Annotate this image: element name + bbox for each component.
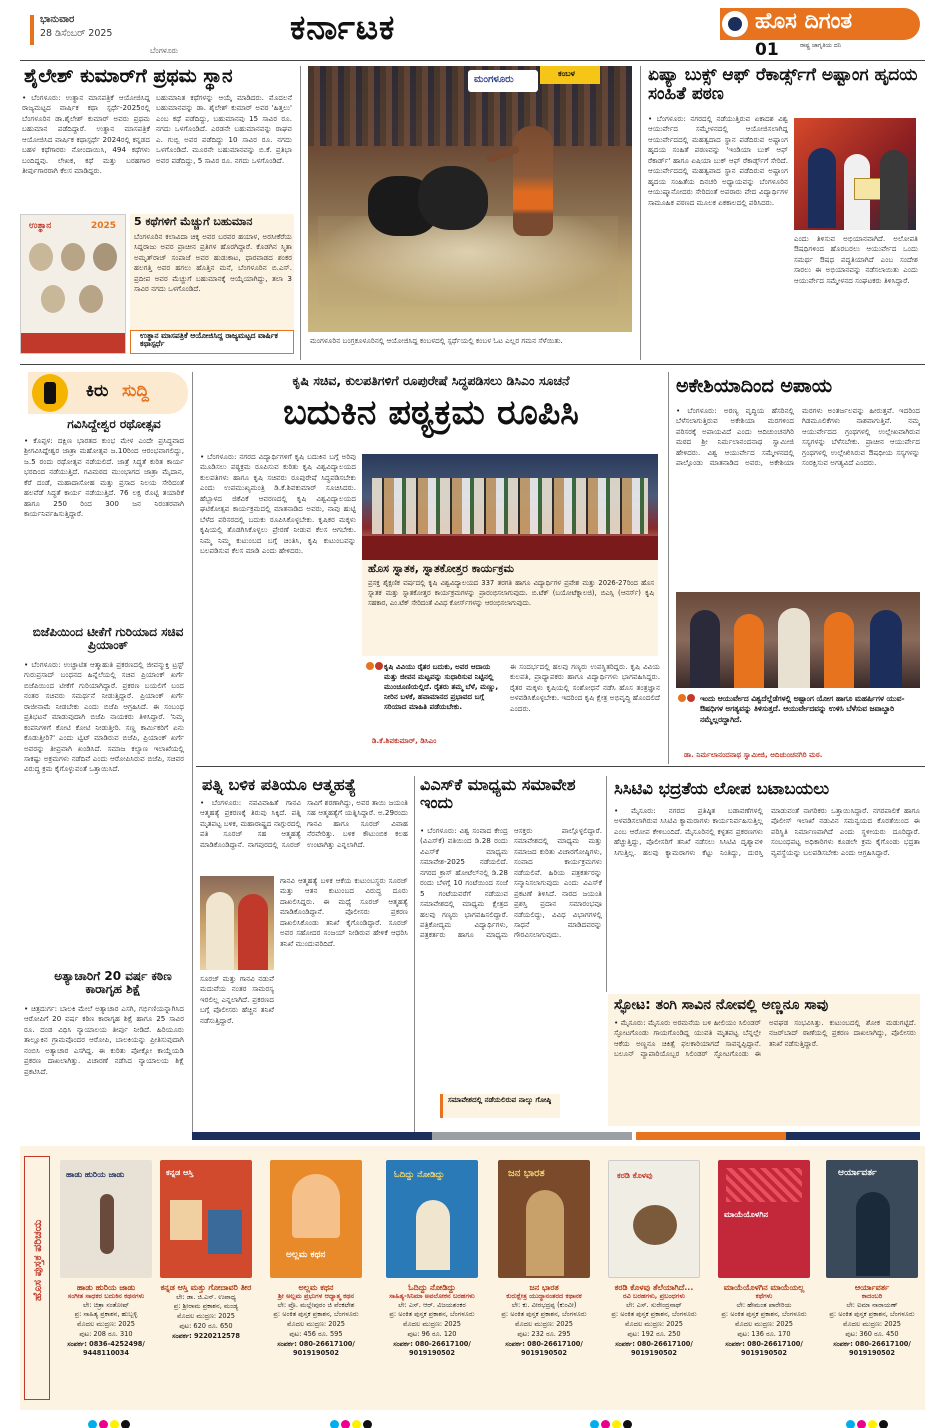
- rule-5: [414, 776, 415, 1132]
- book-title: ಆರ್ಯಾವರ್ತ: [854, 1283, 890, 1292]
- book-cover-image: [160, 1160, 252, 1278]
- book-cover-text: ಆರ್ಯಾವರ್ತ: [838, 1168, 877, 1178]
- magazine-footer-band: [21, 333, 125, 353]
- book-publisher: ಪ್ರ: ಅಂಕಿತ ಪುಸ್ತಕ ಪ್ರಕಾಶನ, ಬೆಂಗಳೂರು: [273, 1310, 359, 1319]
- book-year: ಮೊದಲ ಮುದ್ರಣ: 2025: [76, 1320, 136, 1329]
- lead-photo: [362, 454, 658, 560]
- lead-photo-text: ಪ್ರಸಕ್ತ ಶೈಕ್ಷಣಿಕ ವರ್ಷದಲ್ಲಿ ಕೃಷಿ ವಿಶ್ವವಿದ್ಯಾಲಯದ 337 ತರಗತಿ ಹಾಗೂ ವಿದ್ಯಾರ್ಥಿಗಳ ಪ್ರವೇಶ ಮತ್ತು 2026-27ರಿಂದ ಹೊಸ ಸ್ನಾತಕ ಮತ್ತು ಸ್ನಾತಕೋತ್ತರ ಕಾರ್ಯಕ್ರಮಗಳನ್ನು ಪ್ರಾರಂಭಿಸಲಾಗುವುದು. ಬಿ.ಟೆಕ್ (ಬಯೋಟೆಕ್ನಾಲಜಿ), ಬಿಎಸ್ಸಿ (ಆನರ್ಸ್) ಕೃಷಿ ಸಹಕಾರ, ಎಂ.ಟೆಕ್ ಸೇರಿದಂತೆ ವಿವಿಧ ಕೋರ್ಸ್‌ಗಳನ್ನು ಆರಂಭಿಸಲಾಗುವುದು.: [368, 579, 654, 607]
- story3-quote-author: ಡಾ. ನಿರ್ಮಲಾನಂದನಾಥ ಸ್ವಾಮೀಜಿ, ಆದಿಚುಂಚನಗಿರಿ ಮಠ.: [684, 750, 823, 759]
- page-number: 01: [755, 40, 779, 60]
- day-label: ಭಾನುವಾರ: [40, 14, 75, 25]
- books-label: ಹೊಸ ಪುಸ್ತಕ ಪರಿಚಯ: [31, 1219, 44, 1301]
- logo-text: ಹೊಸ ದಿಗಂತ: [755, 9, 853, 34]
- kambala-photo: [308, 66, 632, 332]
- magazine-photo-2: [61, 243, 85, 271]
- book-publisher: ಪ್ರ: ಅಂಕಿತ ಪುಸ್ತಕ ಪ್ರಕಾಶನ, ಬೆಂಗಳೂರು: [501, 1310, 587, 1319]
- book-card: [498, 1160, 590, 1359]
- book-cover-text: ಓದಿದ್ದು ನೋಡಿದ್ದು: [394, 1170, 445, 1180]
- story6-headline: ಸಿಸಿಟಿವಿ ಭದ್ರತೆಯ ಲೋಪ ಬಟಾಬಯಲು: [614, 779, 830, 798]
- story2-person-3: [880, 150, 908, 230]
- book-year: ಮೊದಲ ಮುದ್ರಣ: 2025: [514, 1320, 574, 1329]
- quote-icon: [366, 662, 384, 676]
- story3-quote-text: ಇಂದು ಆಯುರ್ವೇದ ವಿಶ್ವದೆಲ್ಲೆಡೆಗಳಲ್ಲಿ ಅಷ್ಟಾಂಗ ಯೋಗ ಹಾಗೂ ಮಹರ್ಷಿಗಳ ಯುವ-ಔಷಧಿಗಳ ಅಗತ್ಯವನ್ನು ತಿಳಿಸುತ್ತದೆ. ಆಯುರ್ವೇದವನ್ನು ಉಳಿಸಿ ಬೆಳೆಸುವ ಜವಾಬ್ದಾರಿ ನಮ್ಮೆಲ್ಲರದ್ದಾಗಿದೆ.: [700, 694, 905, 724]
- book-phone: ಸಂಪರ್ಕ: 0836-4252498/ 9448110034: [67, 1340, 145, 1358]
- rule-row-2: [196, 766, 925, 767]
- book-card: [386, 1160, 478, 1359]
- magazine-photo-5: [79, 285, 103, 313]
- lead-quote-author: ಡಿ.ಕೆ.ಶಿವಕುಮಾರ್, ಡಿಸಿಎಂ: [372, 736, 437, 745]
- book-publisher: ಪ್ರ: ಸಾಹಿತ್ಯ ಪ್ರಕಾಶನ, ಹುಬ್ಬಳ್ಳಿ: [74, 1310, 138, 1319]
- kirusuddi-hand-inner-icon: [44, 382, 56, 404]
- book-title: ಅಲ್ಲಮ ಕಥನ: [298, 1283, 334, 1292]
- book-author: ಲೇ: ಐಮಾ ನಾರಾಯಣ್: [846, 1300, 898, 1309]
- story5-note: ಸಮಾವೇಶದಲ್ಲಿ ನಡೆಯಲಿರುವ ನಾಲ್ಕು ಗೋಷ್ಠಿ: [448, 1095, 552, 1104]
- rule-row-1: [20, 364, 925, 365]
- dot-yellow-icon: [352, 1420, 361, 1428]
- dot-yellow-icon: [110, 1420, 119, 1428]
- book-price: ಪುಟ: 360 ರೂ. 450: [845, 1330, 899, 1339]
- story2-photo: [794, 118, 916, 230]
- story3-person-1: [690, 610, 720, 688]
- story4-text2: ಗಾನವಿ ಆತ್ಮಹತ್ಯೆ ಬಳಿಕ ಆಕೆಯ ಕುಟುಂಬಸ್ಥರು ಸೂರಜ್ ಮತ್ತು ಆತನ ಕುಟುಂಬದ ವಿರುದ್ಧ ದೂರು ದಾಖಲಿಸಿದ್ದರು. ಈ ಮಧ್ಯೆ ಸೂರಜ್ ಆತ್ಮಹತ್ಯೆ ಮಾಡಿಕೊಂಡಿದ್ದಾನೆ. ಪೊಲೀಸರು ಪ್ರಕರಣ ದಾಖಲಿಸಿಕೊಂಡು ತನಿಖೆ ಕೈಗೊಂಡಿದ್ದಾರೆ. ಸೂರಜ್ ಅವರ ಸಹೋದರ ಸಂಜಯ್ ನೀಡಿರುವ ಹೇಳಿಕೆ ಆಧರಿಸಿ ತನಿಖೆ ಮುಂದುವರಿದಿದೆ.: [280, 876, 408, 948]
- lead-photo-title: ಹೊಸ ಸ್ನಾತಕ, ಸ್ನಾತಕೋತ್ತರ ಕಾರ್ಯಕ್ರಮ: [368, 562, 514, 575]
- book-subtitle: ಕಾದಂಬರಿ: [861, 1291, 883, 1300]
- dot-cyan-icon: [590, 1420, 599, 1428]
- logo-emblem-inner-icon: [728, 17, 742, 31]
- book-title: ಜನ ಭಾರತ: [529, 1283, 559, 1292]
- dot-cyan-icon: [330, 1420, 339, 1428]
- book-cover-photo-1: [170, 1200, 202, 1240]
- book-card: [270, 1160, 362, 1359]
- book-cover-figure: [856, 1192, 890, 1276]
- kirusuddi-n1-text: • ಕೊಪ್ಪಳ: ದಕ್ಷಿಣ ಭಾರತದ ಕುಂಭ ಮೇಳ ಎಂದೇ ಪ್ರಸಿದ್ಧವಾದ ಶ್ರೀಗವಿಸಿದ್ದೇಶ್ವರ ಜಾತ್ರಾ ಮಹೋತ್ಸವ ಜ.10ರಿಂದ ಆರಂಭವಾಗಲಿದ್ದು, ಜ.5 ರಂದು ರಥೋತ್ಸವ ನಡೆಯಲಿದೆ. ಜಾತ್ರೆ ಸಿದ್ಧತೆ ಕುರಿತ ಕಾರ್ಯ ಭರದಿಂದ ನಡೆಯುತ್ತಿದೆ. ಗವಿಮಠದ ಮುಂಭಾಗದ ಜಾತ್ರಾ ಮೈದಾನ, ಕೆರೆ ದಂಡೆ, ಮಹಾದಾಸೋಹ ಮತ್ತು ಪ್ರಸಾದ ನಿಲಯ ಸೇರಿದಂತೆ ಹಲವೆಡೆ ಸಿದ್ಧತೆ ಕಾರ್ಯ ನಡೆಯುತ್ತಿದೆ. 76 ಲಕ್ಷ ರೊಟ್ಟಿ ತಯಾರಿಕೆ ಹಾಗೂ 250 ರಿಂದ 300 ಜನ ನಿರಂತರವಾಗಿ ಕಾರ್ಯನಿರ್ವಹಿಸುತ್ತಿದ್ದಾರೆ.: [24, 436, 184, 519]
- book-price: ಪುಟ: 232 ರೂ. 295: [517, 1330, 571, 1339]
- book-cover-image: [826, 1160, 918, 1278]
- story2-text2: ಎಂದು ತಿಳಿಸುವ ಅಭಿಯಾನವಾಗಿದೆ. ಅಲೋಪತಿ ಔಷಧಿಗಳಿಂದ ಹೊರಬರಲು ಆಯುರ್ವೇದ ಒಂದು ಸಮರ್ಥ ಔಷಧ ಪದ್ಧತಿಯಾಗಿದೆ ಎಂಬ ಸಂದೇಶ ಸಾರಲು ಈ ಅಭಿಯಾನವನ್ನು ನಡೆಸಲಾಯಿತು ಎಂದು ಆಯುರ್ವೇದ ಸಮ್ಮೇಳನದ ಸಂಘಟಕರು ತಿಳಿಸಿದ್ದಾರೆ.: [794, 234, 918, 285]
- dot-cyan-icon: [88, 1420, 97, 1428]
- book-title: ಕನ್ನಡ ಆಸ್ತಿ ಮತ್ತು ಗೋದಾವರಿ ತೀರ: [160, 1283, 252, 1292]
- divider-bar-navy-2: [786, 1132, 920, 1140]
- book-phone: ಸಂಪರ್ಕ: 080-26617100/ 9019190502: [615, 1340, 693, 1358]
- story3-person-2: [734, 614, 764, 688]
- lead-kicker: ಕೃಷಿ ಸಚಿವ, ಕುಲಪತಿಗಳಿಗೆ ರೂಪುರೇಷೆ ಸಿದ್ಧಪಡಿಸಲು ಡಿಸಿಎಂ ಸೂಚನೆ: [292, 373, 570, 388]
- dot-black-icon: [623, 1420, 632, 1428]
- book-subtitle: ಶ್ರೀ ಅಲ್ಲಮ ಪ್ರಭುಗಳ ಆಧ್ಯಾತ್ಮ ಕಥನ: [277, 1291, 355, 1300]
- book-year: ಮೊದಲ ಮುದ್ರಣ: 2025: [402, 1320, 462, 1329]
- book-price: ಪುಟ: 456 ರೂ. 595: [289, 1330, 343, 1339]
- book-cover-photo-2: [208, 1210, 242, 1254]
- story1-col1: • ಬೆಂಗಳೂರು: ಉತ್ಥಾನ ಮಾಸಪತ್ರಿಕೆ ಆಯೋಜಿಸಿದ್ದ ರಾಜ್ಯಮಟ್ಟದ ವಾರ್ಷಿಕ ಕಥಾ ಸ್ಪರ್ಧೆ-2025ರಲ್ಲಿ ಬೆಂಗಳೂರಿನ ಡಾ.ಶೈಲೇಶ್ ಕುಮಾರ್ ಅವರು ಪ್ರಥಮ ಬಹುಮಾನ ಪಡೆದಿದ್ದಾರೆ. ಉತ್ಥಾನ ಮಾಸಪತ್ರಿಕೆ ಆಯೋಜಿಸಿದ ವಾರ್ಷಿಕ ಕಥಾಸ್ಪರ್ಧೆ 2024ರಲ್ಲಿ ಕನ್ನಡದ ಬಹಳ ಕಥೆಗಾರರು ನೋಂದಾಯಿಸಿ, 494 ಕಥೆಗಳು ಬಂದಿದ್ದವು. ಲೇಖಕ, ಕಥೆ ಮತ್ತು ಬರಹಗಾರ ತೀರ್ಪುಗಾರರಾಗಿ ಕೆಲಸ ಮಾಡಿದ್ದರು.: [22, 93, 150, 176]
- story3-person-3: [778, 608, 810, 688]
- book-title: ಮಾಯೆಯೊಳಗಿನ ಮಾಯೆಯಲ್ಲ: [723, 1283, 805, 1292]
- rule-6: [606, 776, 607, 992]
- dot-black-icon: [879, 1420, 888, 1428]
- book-title: ಓದಿದ್ದು ನೋಡಿದ್ದು: [408, 1283, 456, 1292]
- lead-text-right: ಈ ಸಂದರ್ಭದಲ್ಲಿ ಹಲವು ಗಣ್ಯರು ಉಪಸ್ಥಿತರಿದ್ದರು. ಕೃಷಿ ವಿವಿಯ ಕುಲಪತಿ, ಪ್ರಾಧ್ಯಾಪಕರು ಹಾಗೂ ವಿದ್ಯಾರ್ಥಿಗಳು ಭಾಗವಹಿಸಿದ್ದರು. ರೈತರ ಮಕ್ಕಳು ಕೃಷಿಯಲ್ಲಿ ಸಂಶೋಧನೆ ನಡೆಸಿ ಹೊಸ ತಂತ್ರಜ್ಞಾನ ಅಳವಡಿಸಿಕೊಳ್ಳಬೇಕು. ಇದರಿಂದ ಕೃಷಿ ಕ್ಷೇತ್ರ ಅಭಿವೃದ್ಧಿ ಹೊಂದಲಿದೆ ಎಂದರು.: [510, 662, 660, 713]
- book-author: ಲೇ: ಎಸ್. ಸುರೇಂದ್ರನಾಥ್: [626, 1300, 682, 1309]
- story5-headline: ವಿಎಸ್‌ಕೆ ಮಾಧ್ಯಮ ಸಮಾವೇಶ ಇಂದು: [420, 775, 576, 812]
- magazine-cover-image: [20, 214, 126, 354]
- book-phone: ಸಂಪರ್ಕ: 080-26617100/ 9019190502: [393, 1340, 471, 1358]
- dot-magenta-icon: [341, 1420, 350, 1428]
- book-title: ಕರಡಿ ಕೊಳವು ತೆಲೆಯಾಗಿದೆ...: [614, 1283, 694, 1292]
- book-year: ಮೊದಲ ಮುದ್ರಣ: 2025: [734, 1320, 794, 1329]
- section-title: ಕರ್ನಾಟಕ: [290, 8, 396, 48]
- kambala-water-splash: [318, 216, 618, 306]
- book-cover-text: ಅಲ್ಲಮ ಕಥನ: [286, 1250, 326, 1260]
- registration-dots-left: [88, 1414, 132, 1428]
- story7-text: • ಮೈಸೂರು: ಮೈಸೂರು ಅರಮನೆಯ ಬಳಿ ಹೀಲಿಯಂ ಸಿಲಿಂಡರ್ ಸ್ಫೋಟಗೊಂಡು ಗಾಯಗೊಂಡಿದ್ದ ಯುವತಿ ಮೃತಪಟ್ಟ ಬೆನ್ನಲ್ಲೇ ಆಕೆಯ ಅಣ್ಣನೂ ಚಿಕಿತ್ಸೆ ಫಲಕಾರಿಯಾಗದೆ ಸಾವನ್ನಪ್ಪಿದ್ದಾನೆ. ಬಲೂನ್ ವ್ಯಾಪಾರಿಯೊಬ್ಬರ ಸಿಲಿಂಡರ್ ಸ್ಫೋಟಗೊಂಡು ಈ ಅವಘಡ ಸಂಭವಿಸಿತ್ತು. ಕುಟುಂಬದಲ್ಲಿ ಶೋಕ ಮಡುಗಟ್ಟಿದೆ. ನಜರ್‌ಬಾದ್ ಠಾಣೆಯಲ್ಲಿ ಪ್ರಕರಣ ದಾಖಲಾಗಿದ್ದು, ಪೊಲೀಸರು ತನಿಖೆ ನಡೆಸುತ್ತಿದ್ದಾರೆ.: [614, 1018, 916, 1059]
- magazine-year: 2025: [91, 221, 117, 231]
- book-phone: ಸಂಪರ್ಕ: 080-26617100/ 9019190502: [505, 1340, 583, 1358]
- rule-1: [300, 66, 301, 360]
- book-author: ಲೇ: ಚಿತ್ರಾ ಸಂತೋಷ್: [82, 1300, 130, 1309]
- kirusuddi-n2-text: • ಬೆಂಗಳೂರು: ಉಚ್ಚಾಟಿತ ಆತ್ಮಾಹುತಿ ಪ್ರಕರಣದಲ್ಲಿ ಜೀವನ್ಮುಕ್ತಿ ಟ್ರಸ್ಟ್ ಗುರುಪ್ರಸಾದ್ ಬಂಧನದ ಹಿನ್ನೆಲೆಯಲ್ಲಿ ಸಚಿವ ಪ್ರಿಯಾಂಕ್ ಖರ್ಗೆ ಬಿಜೆಪಿಯಿಂದ ಟೀಕೆಗೆ ಗುರಿಯಾಗಿದ್ದಾರೆ. ಪ್ರಕರಣ ಬಯಲಿಗೆ ಬಂದ ನಂತರ ಸಚಿವರು ಸಮರ್ಥನೆ ನೀಡುತ್ತಿದ್ದಾರೆ. ಪ್ರಿಯಾಂಕ್ ಖರ್ಗೆ ರಾಜೀನಾಮೆ ನೀಡಬೇಕು ಎಂದು ಬಿಜೆಪಿ ಆಗ್ರಹಿಸಿದೆ. ಈ ಸಂಬಂಧ ಪ್ರತಿಭಟನೆ ಮಾಡುವುದಾಗಿ ಬಿಜೆಪಿ ನಾಯಕರು ತಿಳಿಸಿದ್ದಾರೆ. 'ನಿಮ್ಮ ಕಂಪನಿಗಳಿಗೆ ಕೋಟಿ ಕೋಟಿ ನೀಡುತ್ತೀರಿ. ಸಣ್ಣ ಕಾರ್ಮಿಕರಿಗೆ ಏನು ಕೊಡುತ್ತೀರಿ?' ಎಂದು ಟ್ವಿಟ್ ಮಾಡಿರುವ ಬಿಜೆಪಿ, ಪ್ರಿಯಾಂಕ್ ಖರ್ಗೆ ಅವರನ್ನು ತೀವ್ರವಾಗಿ ಖಂಡಿಸಿದೆ. ಸಮಾಜ ಕಲ್ಯಾಣ ಇಲಾಖೆಯಲ್ಲಿ ಸಾಕಷ್ಟು ಅಕ್ರಮಗಳು ನಡೆದಿವೆ ಎಂದು ಆರೋಪಿಸಿರುವ ಬಿಜೆಪಿ, ಸಚಿವರ ವಿರುದ್ಧ ಕ್ರಮ ಕೈಗೊಳ್ಳುವಂತೆ ಒತ್ತಾಯಿಸಿದೆ.: [24, 660, 184, 774]
- book-phone: ಸಂಪರ್ಕ: 080-26617100/ 9019190502: [833, 1340, 911, 1358]
- book-cover-violin-icon: [100, 1194, 114, 1254]
- story1-headline: ಶೈಲೇಶ್ ಕುಮಾರ್‌ಗೆ ಪ್ರಥಮ ಸ್ಥಾನ: [24, 65, 233, 87]
- lead-photo-stage: [362, 536, 658, 560]
- kambala-runner: [513, 126, 553, 236]
- book-card: [826, 1160, 918, 1359]
- story1-col2: ಬಹುಮಾನಿತ ಕಥೆಗಳನ್ನು ಆಯ್ಕೆ ಮಾಡಿದರು. ಮೊದಲನೆ ಬಹುಮಾನವನ್ನು ಡಾ. ಶೈಲೇಶ್ ಕುಮಾರ್ ಅವರ 'ಹಿತ್ತಲು' ಎಂಬ ಕಥೆ ಪಡೆದಿದ್ದು, ಬಹುಮಾನವು 15 ಸಾವಿರ ರೂ. ನಗದು ಒಳಗೊಂಡಿದೆ. ಎರಡನೇ ಬಹುಮಾನವನ್ನು ರಾಘವ ಎ. ಗುಬ್ಬಿ ಅವರ ಪಡೆದಿದ್ದು 10 ಸಾವಿರ ರೂ. ನಗದು ಒಳಗೊಂಡಿದೆ. ಮೂರನೇ ಬಹುಮಾನವನ್ನು ಬಿ.ಕೆ. ಪ್ರತಿಭಾ ಅವರ ಪಡೆದಿದ್ದು, 5 ಸಾವಿರ ರೂ. ನಗದು ಒಳಗೊಂಡಿದೆ.: [156, 93, 292, 165]
- rule-2: [640, 66, 641, 360]
- divider-bar-orange: [636, 1132, 786, 1140]
- divider-bar-gray: [432, 1132, 632, 1140]
- story7-headline: ಸ್ಫೋಟ: ತಂಗಿ ಸಾವಿನ ನೋವಲ್ಲಿ ಅಣ್ಣನೂ ಸಾವು: [614, 997, 829, 1013]
- rule-3: [192, 372, 193, 1132]
- book-author: ಲೇ: ಪ್ರೊ. ಮಲ್ಲೇಪುರಂ ಜಿ ವೆಂಕಟೇಶ: [277, 1300, 355, 1309]
- book-cover-pattern: [726, 1168, 802, 1202]
- book-card: [718, 1160, 810, 1359]
- book-cover-image: [498, 1160, 590, 1278]
- story3-quote-dot-2-icon: [687, 694, 695, 702]
- lead-quote-text: ಕೃಷಿ ವಿವಿಯು ರೈತರ ಬದುಕು, ಅವರ ಆದಾಯ ಮತ್ತು ಜೀವನ ಮಟ್ಟವನ್ನು ಸುಧಾರಿಸುವ ನಿಟ್ಟಿನಲ್ಲಿ ಮುಂಚೂಣಿಯಲ್ಲಿದೆ. ರೈತರು ತಮ್ಮ ಬೆಳೆ, ಮಣ್ಣು, ನೀರಿನ ಬಳಕೆ, ಹವಾಮಾನದ ಪ್ರಭಾವದ ಬಗ್ಗೆ ಸರಿಯಾದ ಮಾಹಿತಿ ಪಡೆಯಬೇಕು.: [384, 662, 499, 712]
- book-publisher: ಪ್ರ: ಅಂಕಿತ ಪುಸ್ತಕ ಪ್ರಕಾಶನ, ಬೆಂಗಳೂರು: [611, 1310, 697, 1319]
- book-author: ಲೇ: ಡಾ. ಜಿ.ಎನ್. ಉಪಾಧ್ಯ: [175, 1292, 237, 1301]
- story4-groom: [206, 892, 234, 970]
- dot-black-icon: [121, 1420, 130, 1428]
- story2-person-1: [808, 148, 836, 228]
- kambala-tag: ಕಂಬಳ: [558, 69, 575, 78]
- book-card: [608, 1160, 700, 1359]
- lead-text-left: • ಬೆಂಗಳೂರು: ನಗರದ ವಿದ್ಯಾರ್ಥಿಗಳಿಗೆ ಕೃಷಿ ಬದುಕಿನ ಬಗ್ಗೆ ಅರಿವು ಮೂಡಿಸಲು ಪಠ್ಯಕ್ರಮ ರೂಪಿಸುವ ಕುರಿತು ಕೃಷಿ ವಿಶ್ವವಿದ್ಯಾಲಯದ ಕುಲಪತಿಗಳು ಹಾಗೂ ಕೃಷಿ ಸಚಿವರು ರೂಪುರೇಷೆ ಸಿದ್ಧಪಡಿಸಬೇಕು ಎಂದು ಉಪಮುಖ್ಯಮಂತ್ರಿ ಡಿ.ಕೆ.ಶಿವಕುಮಾರ್ ಸೂಚಿಸಿದರು. ಹೆಬ್ಬಾಳದ ಜಿಕೆವಿಕೆ ಆವರಣದಲ್ಲಿ ಕೃಷಿ ವಿಶ್ವವಿದ್ಯಾಲಯದ ಘಟಿಕೋತ್ಸವ ಕಾರ್ಯಕ್ರಮದಲ್ಲಿ ಮಾತನಾಡಿದ ಅವರು, ನಾವು ಹುಟ್ಟಿ ಬೆಳೆದ ಪರಿಸರದಲ್ಲಿ ಬದುಕು ರೂಪಿಸಿಕೊಳ್ಳಬೇಕು. ಕೃಷಿಕರ ಮಕ್ಕಳು ಕೃಷಿಯಲ್ಲಿ ತೊಡಗಿಸಿಕೊಳ್ಳಲು ಪ್ರೇರಣೆ ನೀಡುವ ಕೆಲಸ ಆಗಬೇಕು. ನಿಮ್ಮ ನಿಮ್ಮ ಕುಟುಂಬದ ಬಗ್ಗೆ ಚಿಂತಿಸಿ, ಕೃಷಿ ಕುಟುಂಬವನ್ನು ಬಲಪಡಿಸುವ ಕೆಲಸ ಮಾಡಿ ಎಂದು ಹೇಳಿದರು.: [200, 452, 356, 555]
- book-author: ಲೇ: ಎಸ್. ಆರ್. ವಿಜಯಶಂಕರ: [398, 1300, 466, 1309]
- book-publisher: ಪ್ರ: ಅಂಕಿತ ಪುಸ್ತಕ ಪ್ರಕಾಶನ, ಬೆಂಗಳೂರು: [389, 1310, 475, 1319]
- book-subtitle: ರವಿ ಬರಹಗಳು, ಪ್ರಬಂಧಗಳು: [622, 1291, 685, 1300]
- book-subtitle: ಕಥೆಗಳು: [755, 1291, 773, 1300]
- dot-yellow-icon: [612, 1420, 621, 1428]
- kirusuddi-label-a: ಕಿರು: [86, 381, 109, 401]
- book-cover-text: ಹಾಡು ಹುರಿಯ ಜಾಡು: [66, 1170, 125, 1179]
- kambala-banner-text: ಮಂಗಳೂರು: [474, 74, 514, 85]
- book-cover-image: [718, 1160, 810, 1278]
- story3-person-5: [870, 610, 902, 688]
- book-publisher: ಪ್ರ: ಅಂಕಿತ ಪುಸ್ತಕ ಪ್ರಕಾಶನ, ಬೆಂಗಳೂರು: [829, 1310, 915, 1319]
- book-cover-text: ಕರಡಿ ಕೊಳವು: [617, 1171, 653, 1180]
- story1-promo-text: ಉತ್ಥಾನ ಮಾಸಪತ್ರಿಕೆ ಆಯೋಜಿಸಿದ್ದ ರಾಜ್ಯಮಟ್ಟದ ವಾರ್ಷಿಕ ಕಥಾಸ್ಪರ್ಧೆ: [140, 331, 278, 349]
- story3-photo: [676, 592, 920, 688]
- story4-photo: [200, 876, 274, 970]
- registration-dots-right: [846, 1414, 890, 1428]
- book-cover-text: ಜನ ಭಾರತ: [508, 1168, 545, 1179]
- book-cover-image: [60, 1160, 152, 1278]
- book-year: ಮೊದಲ ಮುದ್ರಣ: 2025: [624, 1320, 684, 1329]
- book-year: ಮೊದಲ ಮುದ್ರಣ: 2025: [286, 1320, 346, 1329]
- story3-headline: ಅಕೇಶಿಯಾದಿಂದ ಅಪಾಯ: [676, 375, 833, 397]
- story2-text1: • ಬೆಂಗಳೂರು: ನಗರದಲ್ಲಿ ನಡೆಯುತ್ತಿರುವ ಏಕಾದಶ ವಿಶ್ವ ಆಯುರ್ವೇದ ಸಮ್ಮೇಳನದಲ್ಲಿ ಆಯೋಜಿಸಲಾಗಿದ್ದ ಆಯುರ್ವೇದದಲ್ಲಿ ಮಹತ್ವದಾದ ಸ್ಥಾನ ಪಡೆದಿರುವ ಅಷ್ಟಾಂಗ ಹೃದಯ ಸಂಹಿತೆ ಪಠಣವನ್ನು 'ಇಂಡಿಯಾ ಬುಕ್ ಆಫ್ ರೆಕಾರ್ಡ್' ಹಾಗೂ ಏಷಿಯಾ ಬುಕ್ ಆಫ್ ರೆಕಾರ್ಡ್ಸ್‌ಗೆ ಸೇರಿದೆ. ಆಯುರ್ವೇದದಲ್ಲಿ ಮಹತ್ವವಾದ ಸ್ಥಾನ ಪಡೆದಿರುವ ಅಷ್ಟಾಂಗ ಹೃದಯ ಸಂಹಿತೆಯ ದಿನಚರಿ ಅಧ್ಯಾಯವನ್ನು ಬೆಂಗಳೂರಿನ ಆಯುಷ್ಮಾನೋದರು ಸೇರಿದಂತೆ ಅಪರಾರು ವೇದ ವಿದ್ಯಾರ್ಥಿಗಳ ಸಾಮೂಹಿಕ ಪಠಣದ ಮೂಲಕ ಏಕಕಾಲದಲ್ಲಿ ಪಠಿಸಿದರು.: [648, 114, 788, 207]
- city-label: ಬೆಂಗಳೂರು: [150, 46, 179, 55]
- lead-headline: ಬದುಕಿನ ಪಠ್ಯಕ್ರಮ ರೂಪಿಸಿ: [283, 393, 579, 433]
- story3-person-4: [824, 612, 854, 688]
- book-publisher: ಪ್ರ: ಶ್ರೀರಾಮ ಪ್ರಕಾಶನ, ಮಂಡ್ಯ: [173, 1302, 239, 1311]
- rule-4: [668, 372, 669, 764]
- lead-photo-people-row: [372, 478, 648, 534]
- book-card: [160, 1160, 252, 1341]
- book-card: [60, 1160, 152, 1359]
- story3-quote-icon: [678, 694, 696, 708]
- registration-dots-mid: [590, 1414, 634, 1428]
- date-bar-accent: [30, 15, 34, 45]
- kambala-buffalo-2: [418, 166, 488, 230]
- book-price: ಪುಟ: 208 ರೂ. 310: [79, 1330, 133, 1339]
- story1-sub-headline: 5 ಕಥೆಗಳಿಗೆ ಮೆಚ್ಚುಗೆ ಬಹುಮಾನ: [134, 215, 253, 228]
- magazine-photo-3: [93, 243, 117, 271]
- kambala-caption: ಮಂಗಳೂರಿನ ಬಂಗ್ರಕೂಳೂರಿನಲ್ಲಿ ಆಯೋಜಿಸಿದ್ದ ಕಂಬಳದಲ್ಲಿ ಸ್ಪರ್ಧೆಯಲ್ಲಿ ಕಂಬಳ ಓಟ ಎಲ್ಲರ ಗಮನ ಸೆಳೆಯಿತು.: [310, 336, 563, 345]
- story4-headline: ಪತ್ನಿ ಬಳಿಕ ಪತಿಯೂ ಆತ್ಮಹತ್ಯೆ: [202, 775, 357, 794]
- dot-magenta-icon: [857, 1420, 866, 1428]
- book-author: ಲೇ: ಕು. ವೀರಭದ್ರಪ್ಪ (ಕುಂವೀ): [511, 1300, 577, 1309]
- book-cover-figure: [416, 1200, 450, 1270]
- quote-dot-2-icon: [375, 662, 383, 670]
- masthead: [0, 0, 945, 60]
- book-subtitle: ಸಂಗೀತ ಸಾಧಕರ ಬದುಕಿನ ಕಥನಗಳು: [67, 1291, 145, 1300]
- quote-dot-1-icon: [366, 662, 374, 670]
- book-cover-image: [608, 1160, 700, 1278]
- logo-tagline: ರಾಷ್ಟ್ರ ಜಾಗೃತಿಯ ದನಿ: [800, 42, 842, 49]
- story3-quote-dot-1-icon: [678, 694, 686, 702]
- dot-magenta-icon: [601, 1420, 610, 1428]
- book-price: ಪುಟ: 192 ರೂ. 250: [627, 1330, 681, 1339]
- book-subtitle: ಸಾಹಿತ್ಯ-ಸಿನಿಮಾ ಅವಲೋಕನ ಬರಹಗಳು: [389, 1291, 475, 1300]
- book-title: ಹಾಡು ಹುರಿಯ ಜಾಡು: [76, 1283, 136, 1292]
- book-publisher: ಪ್ರ: ಅಂಕಿತ ಪುಸ್ತಕ ಪ್ರಕಾಶನ, ಬೆಂಗಳೂರು: [721, 1310, 807, 1319]
- story2-headline: ಏಷ್ಯಾ ಬುಕ್ಸ್ ಆಫ್ ರೆಕಾರ್ಡ್ಸ್‌ಗೆ ಅಷ್ಟಾಂಗ ಹೃದಯ ಸಂಹಿತೆ ಪಠಣ: [648, 65, 918, 104]
- book-phone: ಸಂಪರ್ಕ: 080-26617100/ 9019190502: [725, 1340, 803, 1358]
- book-cover-portrait: [292, 1174, 340, 1238]
- book-price: ಪುಟ: 96 ರೂ. 120: [407, 1330, 457, 1339]
- story4-text3: ಸೂರಜ್ ಮತ್ತು ಗಾನವಿ ನಡುವೆ ಮದುವೆಯ ನಂತರ ಸಾಮರಸ್ಯ ಇರಲಿಲ್ಲ ಎನ್ನಲಾಗಿದೆ. ಪ್ರಕರಣದ ಬಗ್ಗೆ ಪೊಲೀಸರು ಹೆಚ್ಚಿನ ತನಿಖೆ ನಡೆಸುತ್ತಿದ್ದಾರೆ.: [200, 974, 274, 1025]
- story6-text: • ಮೈಸೂರು: ನಗರದ ಪ್ರತಿಷ್ಠಿತ ಬಡಾವಣೆಗಳಲ್ಲಿ ಅಳವಡಿಸಲಾಗಿರುವ ಸಿಸಿಟಿವಿ ಕ್ಯಾಮರಾಗಳು ಕಾರ್ಯನಿರ್ವಹಿಸುತ್ತಿಲ್ಲ ಎಂಬ ಆರೋಪ ಕೇಳಿಬಂದಿದೆ. ಮೈಸೂರಿನಲ್ಲಿ ಕಳ್ಳತನ ಪ್ರಕರಣಗಳು ಹೆಚ್ಚುತ್ತಿದ್ದು, ಪೊಲೀಸರಿಗೆ ತನಿಖೆ ನಡೆಸಲು ಸಿಸಿಟಿವಿ ದೃಶ್ಯಾವಳಿ ಸಿಗುತ್ತಿಲ್ಲ. ಹಲವು ಕ್ಯಾಮರಾಗಳು ಕೆಟ್ಟು ನಿಂತಿದ್ದು, ದುರಸ್ತಿ ಮಾಡುವಂತೆ ನಾಗರಿಕರು ಒತ್ತಾಯಿಸಿದ್ದಾರೆ. ನಗರಪಾಲಿಕೆ ಹಾಗೂ ಪೊಲೀಸ್ ಇಲಾಖೆ ನಡುವಿನ ಸಮನ್ವಯದ ಕೊರತೆಯಿಂದ ಈ ಪರಿಸ್ಥಿತಿ ನಿರ್ಮಾಣವಾಗಿದೆ ಎಂದು ಸ್ಥಳೀಯರು ದೂರಿದ್ದಾರೆ. ಸಂಬಂಧಪಟ್ಟ ಅಧಿಕಾರಿಗಳು ಕೂಡಲೇ ಕ್ರಮ ಕೈಗೊಂಡು ಭದ್ರತಾ ವ್ಯವಸ್ಥೆಯನ್ನು ಬಲಪಡಿಸಬೇಕು ಎಂದು ಆಗ್ರಹಿಸಿದ್ದಾರೆ.: [614, 806, 920, 857]
- kirusuddi-n1-title: ಗವಿಸಿದ್ದೇಶ್ವರ ರಥೋತ್ಸವ: [67, 417, 161, 431]
- book-year: ಮೊದಲ ಮುದ್ರಣ: 2025: [842, 1320, 902, 1329]
- magazine-title: ಉತ್ಥಾನ: [29, 221, 52, 231]
- dot-black-icon: [363, 1420, 372, 1428]
- magazine-photo-4: [41, 285, 65, 313]
- book-cover-text: ಕನ್ನಡ ಆಸ್ತಿ: [166, 1168, 194, 1177]
- kirusuddi-label-b: ಸುದ್ದಿ: [122, 381, 149, 401]
- story4-bride: [238, 894, 268, 970]
- book-cover-image: [270, 1160, 362, 1278]
- kirusuddi-n3-text: • ಚಿತ್ರದುರ್ಗ: ಬಾಲಕಿ ಮೇಲೆ ಅತ್ಯಾಚಾರ ಎಸಗಿ, ಗರ್ಭಿಣಿಯನ್ನಾಗಿಸಿದ ಆರೋಪಿಗೆ 20 ವರ್ಷ ಕಠಿಣ ಕಾರಾಗೃಹ ಶಿಕ್ಷೆ ಹಾಗೂ 25 ಸಾವಿರ ರೂ. ದಂಡ ವಿಧಿಸಿ ನ್ಯಾಯಾಲಯ ತೀರ್ಪು ನೀಡಿದೆ. ಹಿರಿಯೂರು ತಾಲ್ಲೂಕಿನ ಗ್ರಾಮವೊಂದರ ಆರೋಪಿ, ಬಾಲಕಿಯನ್ನು ಪ್ರೀತಿಸುವುದಾಗಿ ನಂಬಿಸಿ ಅತ್ಯಾಚಾರ ಎಸಗಿದ್ದ. ಈ ಕುರಿತು ಪೋಕ್ಸೋ ಕಾಯ್ದೆಯಡಿ ಪ್ರಕರಣ ದಾಖಲಾಗಿತ್ತು. ವಿಚಾರಣೆ ನಡೆಸಿದ ನ್ಯಾಯಾಲಯ ಶಿಕ್ಷೆ ಪ್ರಕಟಿಸಿದೆ.: [24, 1004, 184, 1076]
- book-cover-image: [386, 1160, 478, 1278]
- book-cover-bear: [633, 1205, 677, 1245]
- book-cover-text: ಮಾಯೆಯೊಳಗಿನ: [724, 1210, 769, 1219]
- masthead-rule: [20, 60, 925, 61]
- story1-sub-text: ಬೆಂಗಳೂರಿನ ಕಲಾವಿದಾ ಚಿಕ್ಕ ಅವರ ಬರವರ ಹಯಾಳ, ಅರಸೀಕೆರೆಯ ಸಿದ್ದರಾಜು ಅವರ ಪ್ರಾಚೀನ ಪ್ರತಿಗಳ ಹೊರಗಿದ್ದಾರೆ. ಕೊಡಗಿನ ಸ್ಮಿತಾ ಅಮೃತ್‌ರಾಜ್ ಸಂಪಾಜೆ ಅವರ ಹುಡುಕಾಟ, ಧಾರವಾಡದ ಶಂಕರ ಹಲಗತ್ತಿ ಅವರ ಹಗಲು ಹೊತ್ತಿನ ಮನೆ, ಬೆಂಗಳೂರಿನ ಬಿ.ಎಸ್. ಪ್ರದೀಪ ಅವರ ಮೆಚ್ಚುಗೆ ಬಹುಮಾನಕ್ಕೆ ಆಯ್ಕೆಯಾಗಿದ್ದು, ತಲಾ 3 ಸಾವಿರ ನಗದು ಒಳಗೊಂಡಿದೆ.: [134, 232, 292, 294]
- magazine-photo-1: [29, 243, 53, 271]
- book-author: ಲೇ: ಹೇಮಂತ ಪಾರೇರಿಯ: [736, 1300, 792, 1309]
- dot-magenta-icon: [99, 1420, 108, 1428]
- book-phone: ಸಂಪರ್ಕ: 9220212578: [172, 1332, 240, 1341]
- book-subtitle: ಕುರುಕ್ಷೇತ್ರ ಯುದ್ಧಾನಂತರದ ಕಥಾನಕ: [506, 1291, 582, 1300]
- registration-dots-center: [330, 1414, 374, 1428]
- kambala-banner: [468, 70, 538, 92]
- book-cover-warrior: [526, 1190, 564, 1276]
- book-phone: ಸಂಪರ್ಕ: 080-26617100/ 9019190502: [277, 1340, 355, 1358]
- date-label: 28 ಡಿಸೆಂಬರ್ 2025: [40, 28, 113, 39]
- story4-text1: • ಬೆಂಗಳೂರು: ನವವಿವಾಹಿತೆ ಗಾನವಿ ಆತ್ಮಹತ್ಯೆ ಪ್ರಕರಣಕ್ಕೆ ತಿರುವು ಸಿಕ್ಕಿದೆ. ಪತ್ನಿ ಮೃತಪಟ್ಟ ಬಳಿಕ, ಮಹಾರಾಷ್ಟ್ರದ ನಾಗ್ಪುರದಲ್ಲಿ ಪತಿ ಸೂರಜ್ ಸಹ ಆತ್ಮಹತ್ಯೆ ಮಾಡಿಕೊಂಡಿದ್ದಾನೆ. ನಾಗಪುರದಲ್ಲಿ ಸೂರಜ್ ಸಾವಿಗೆ ಶರಣಾಗಿದ್ದು, ಅವರ ತಾಯಿ ಜಯಂತಿ ಸಹ ಆತ್ಮಹತ್ಯೆಗೆ ಯತ್ನಿಸಿದ್ದಾರೆ. ಅ.29ರಂದು ಗಾನವಿ ಹಾಗೂ ಸೂರಜ್ ವಿವಾಹ ನೆರವೇರಿತ್ತು. ಬಳಿಕ ಕೌಟುಂಬಿಕ ಕಲಹ ಉಂಟಾಗಿತ್ತು ಎನ್ನಲಾಗಿದೆ.: [200, 798, 408, 849]
- kirusuddi-n2-title: ಬಿಜೆಪಿಯಿಂದ ಟೀಕೆಗೆ ಗುರಿಯಾದ ಸಚಿವ ಪ್ರಿಯಾಂಕ್: [32, 625, 184, 653]
- book-price: ಪುಟ: 136 ರೂ. 170: [737, 1330, 791, 1339]
- dot-yellow-icon: [868, 1420, 877, 1428]
- book-year: ಮೊದಲ ಮುದ್ರಣ: 2025: [176, 1312, 236, 1321]
- book-price: ಪುಟ: 620 ರೂ. 650: [179, 1322, 233, 1331]
- story5-text: • ಬೆಂಗಳೂರು: ವಿಶ್ವ ಸಂವಾದ ಕೇಂದ್ರ (ವಿಎಸ್‌ಕೆ) ವತಿಯಿಂದ ಡಿ.28 ರಂದು ವಿಎಸ್‌ಕೆ ಮಾಧ್ಯಮ ಸಮಾವೇಶ-2025 ನಡೆಯಲಿದೆ. ನಗರದ ಕ್ರಾಸ್ ಹೋಟೆಲ್‌ನಲ್ಲಿ ಡಿ.28 ರಂದು ಬೆಳಗ್ಗೆ 10 ಗಂಟೆಯಿಂದ ಸಂಜೆ 5 ಗಂಟೆಯವರೆಗೆ ನಡೆಯುವ ಸಮಾವೇಶದಲ್ಲಿ ಮಾಧ್ಯಮ ಕ್ಷೇತ್ರದ ಹಲವು ಗಣ್ಯರು ಭಾಗವಹಿಸಲಿದ್ದಾರೆ. ಪತ್ರಿಕೋದ್ಯಮ ವಿದ್ಯಾರ್ಥಿಗಳು, ಪತ್ರಕರ್ತರು ಹಾಗೂ ಮಾಧ್ಯಮ ಆಸಕ್ತರು ಪಾಲ್ಗೊಳ್ಳಲಿದ್ದಾರೆ. ಸಮಾವೇಶದಲ್ಲಿ ಮಾಧ್ಯಮ ಮತ್ತು ಸಮಾಜದ ಕುರಿತು ವಿಚಾರಗೋಷ್ಠಿಗಳು, ಸಂವಾದ ಕಾರ್ಯಕ್ರಮಗಳು ನಡೆಯಲಿವೆ. ಹಿರಿಯ ಪತ್ರಕರ್ತರನ್ನು ಸನ್ಮಾನಿಸಲಾಗುವುದು ಎಂದು ವಿಎಸ್‌ಕೆ ಪ್ರಕಟಣೆ ತಿಳಿಸಿದೆ. ನಾರದ ಜಯಂತಿ ಪ್ರಶಸ್ತಿ ಪ್ರದಾನ ಸಮಾರಂಭವೂ ನಡೆಯಲಿದ್ದು, ವಿವಿಧ ವಿಭಾಗಗಳಲ್ಲಿ ಸಾಧನೆ ಮಾಡಿದವರನ್ನು ಗೌರವಿಸಲಾಗುವುದು.: [420, 826, 602, 940]
- story3-text: • ಬೆಂಗಳೂರು: ಅರಣ್ಯ ವೃದ್ಧಿಯ ಹೆಸರಿನಲ್ಲಿ ಬೆಳೆಸಲಾಗುತ್ತಿರುವ ಅಕೇಶಿಯಾ ಮರಗಳಿಂದ ಪರಿಸರಕ್ಕೆ ಅಪಾಯವಿದೆ ಎಂದು ಆದಿಚುಂಚನಗಿರಿ ಮಠದ ಶ್ರೀ ನಿರ್ಮಲಾನಂದನಾಥ ಸ್ವಾಮೀಜಿ ಹೇಳಿದರು. ವಿಶ್ವ ಆಯುರ್ವೇದ ಸಮ್ಮೇಳನದಲ್ಲಿ ಪಾಲ್ಗೊಂಡು ಮಾತನಾಡಿದ ಅವರು, ಅಕೇಶಿಯಾ ಮರಗಳು ಅಂತರ್ಜಲವನ್ನು ಹೀರುತ್ತವೆ. ಇದರಿಂದ ಗಿಡಮೂಲಿಕೆಗಳು ನಾಶವಾಗುತ್ತಿವೆ. ನಮ್ಮ ಆಯುರ್ವೇದದ ಗ್ರಂಥಗಳಲ್ಲಿ ಉಲ್ಲೇಖವಾಗಿರುವ ಸಸ್ಯಗಳನ್ನು ಬೆಳೆಸಬೇಕು. ಪ್ರಾಚೀನ ಆಯುರ್ವೇದ ಗ್ರಂಥಗಳಲ್ಲಿ ಉಲ್ಲೇಖಿಸಿರುವ ಔಷಧೀಯ ಸಸ್ಯಗಳನ್ನು ಸಂರಕ್ಷಿಸುವ ಅಗತ್ಯವಿದೆ ಎಂದರು.: [676, 406, 920, 468]
- kirusuddi-n3-title: ಅತ್ಯಾಚಾರಿಗೆ 20 ವರ್ಷ ಕಠಿಣ ಕಾರಾಗೃಹ ಶಿಕ್ಷೆ: [54, 969, 172, 997]
- dot-cyan-icon: [846, 1420, 855, 1428]
